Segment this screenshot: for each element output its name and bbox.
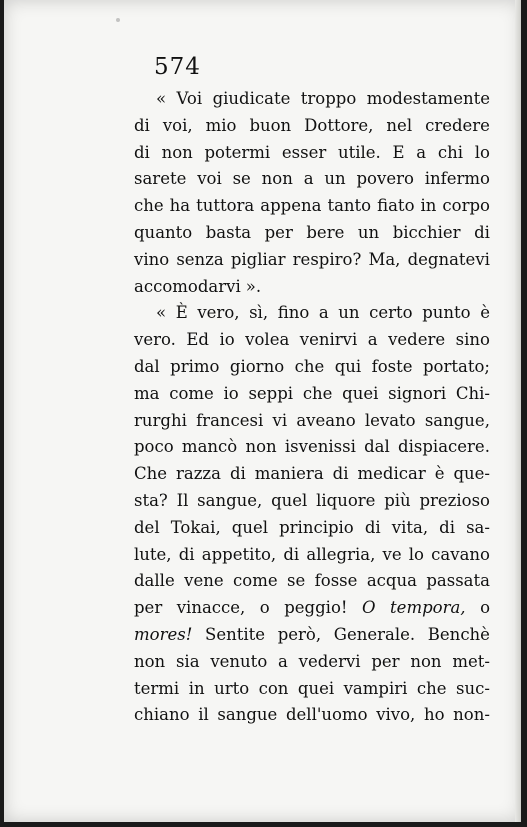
word: mancò: [181, 437, 238, 457]
word: per: [134, 598, 163, 618]
word: levato: [364, 410, 416, 430]
word: venuto: [210, 651, 268, 671]
word: come: [233, 571, 278, 591]
page-edge: [515, 0, 521, 822]
word: tanto: [327, 196, 372, 216]
word: un: [357, 222, 380, 242]
text-line: [134, 300, 490, 327]
word: sa-: [466, 517, 490, 537]
word: utile.: [337, 142, 381, 162]
word: allegria,: [306, 544, 376, 564]
text-line: [134, 676, 490, 703]
word: tuttora: [196, 196, 255, 216]
word: o: [259, 598, 270, 618]
word: ha: [169, 196, 191, 216]
word: io: [223, 383, 239, 403]
word: non: [261, 169, 293, 189]
word: vinacce,: [176, 598, 246, 618]
word: credere: [425, 115, 490, 135]
word: quel: [271, 490, 308, 510]
text-line: [134, 434, 490, 461]
word: giorno: [229, 356, 285, 376]
word: non-: [453, 705, 490, 725]
word: potermi: [204, 142, 271, 162]
word: a: [303, 169, 314, 189]
text-line: [134, 113, 490, 140]
word: sangue: [217, 705, 278, 725]
text-line: [134, 649, 490, 676]
word: nel: [386, 115, 413, 135]
word: come: [169, 383, 214, 403]
text-line: [134, 220, 490, 247]
word: con: [258, 678, 289, 698]
word: Sentite: [205, 624, 266, 644]
word: razza: [176, 464, 221, 484]
word: voi: [197, 169, 222, 189]
text-line: [134, 515, 490, 542]
word: peggio!: [284, 598, 348, 618]
word: più: [384, 490, 411, 510]
word: respiro?: [292, 249, 362, 269]
word: però,: [277, 624, 322, 644]
text-line: [134, 193, 490, 220]
word: per: [371, 651, 400, 671]
word: troppo: [300, 89, 357, 108]
word: francesi: [196, 410, 264, 430]
word: io: [219, 330, 235, 350]
word: Generale.: [333, 624, 416, 644]
word: per: [264, 222, 293, 242]
word: tempora,: [390, 598, 466, 618]
word: infermo: [424, 169, 490, 189]
word: vedervi: [298, 651, 361, 671]
word: vedere: [388, 330, 446, 350]
word: a: [367, 330, 378, 350]
word: sangue,: [424, 410, 490, 430]
word: sia: [175, 651, 200, 671]
word: di: [364, 517, 381, 537]
word: o: [480, 598, 490, 618]
word: buon: [249, 115, 292, 135]
word: quanto: [134, 222, 193, 242]
word: Ed: [186, 330, 209, 350]
word: met-: [452, 651, 490, 671]
word: a: [278, 651, 288, 671]
word: sangue,: [197, 490, 263, 510]
word: portato;: [422, 356, 490, 376]
word: sta?: [134, 490, 168, 510]
word: pigliar: [230, 249, 286, 269]
word: è: [480, 303, 490, 323]
word: non: [161, 142, 193, 162]
word: ma: [134, 383, 160, 403]
word: dalle: [134, 571, 175, 591]
word: fosse: [314, 571, 358, 591]
word: Dottore,: [304, 115, 374, 135]
word: non: [245, 437, 277, 457]
word: prezioso: [419, 490, 490, 510]
word: sino: [455, 330, 490, 350]
word: fiato: [377, 196, 415, 216]
text-line: [134, 354, 490, 381]
word: il: [198, 705, 209, 725]
body-text: [134, 86, 490, 729]
word: modestamente: [366, 89, 490, 108]
word: esser: [281, 142, 327, 162]
text-line: [134, 622, 490, 649]
word: accomodarvi: [134, 276, 241, 296]
text-line: [134, 166, 490, 193]
word: ve: [382, 544, 402, 564]
word: Che: [134, 464, 168, 484]
word: in: [420, 196, 437, 216]
word: punto: [422, 303, 471, 323]
word: Voi: [176, 89, 203, 108]
word: non: [134, 651, 166, 671]
text-line: [134, 327, 490, 354]
word: bere: [306, 222, 345, 242]
word: se: [287, 571, 306, 591]
word: foste: [371, 356, 413, 376]
word: vita,: [391, 517, 429, 537]
word: termi: [134, 678, 180, 698]
word: isvenissi: [284, 437, 356, 457]
word: un: [338, 303, 360, 323]
word: ho: [423, 705, 445, 725]
word: aveano: [296, 410, 356, 430]
word: a: [318, 303, 329, 323]
word: chiano: [134, 705, 190, 725]
word: volea: [245, 330, 290, 350]
word: di: [134, 142, 150, 162]
text-line: [134, 86, 490, 113]
word: di: [474, 222, 490, 242]
page-number: 574: [154, 54, 201, 80]
word: degnatevi: [407, 249, 490, 269]
text-line: [134, 595, 490, 622]
text-line: [134, 702, 490, 729]
word: lute,: [134, 544, 172, 564]
word: quei: [297, 678, 335, 698]
word: lo: [474, 142, 490, 162]
text-line: [134, 488, 490, 515]
text-line: [134, 140, 490, 167]
word: medicar: [357, 464, 426, 484]
word: vero,: [197, 303, 240, 323]
word: se: [232, 169, 251, 189]
word: vi: [272, 410, 288, 430]
word: vene: [184, 571, 224, 591]
word: acqua: [366, 571, 417, 591]
word: basta: [205, 222, 252, 242]
word: che: [294, 356, 325, 376]
word: primo: [170, 356, 220, 376]
word: quei: [342, 383, 379, 403]
word: dell'uomo: [285, 705, 368, 725]
word: povero: [356, 169, 414, 189]
word: È: [175, 303, 188, 323]
word: dal: [134, 356, 160, 376]
word: che: [302, 383, 333, 403]
word: «: [156, 303, 167, 323]
word: Ma,: [368, 249, 401, 269]
word: Il: [176, 490, 189, 510]
word: del: [134, 517, 160, 537]
word: vero.: [134, 330, 176, 350]
word: que-: [453, 464, 490, 484]
word: bicchier: [392, 222, 461, 242]
word: quel: [231, 517, 269, 537]
word: in: [188, 678, 205, 698]
word: corpo: [442, 196, 490, 216]
word: urto: [214, 678, 250, 698]
word: E: [392, 142, 405, 162]
word: venirvi: [299, 330, 358, 350]
word: maniera: [254, 464, 324, 484]
text-line: [134, 542, 490, 569]
text-line: [134, 461, 490, 488]
word: appena: [260, 196, 322, 216]
word: poco: [134, 437, 174, 457]
word: di: [439, 517, 455, 537]
word: vivo,: [376, 705, 416, 725]
word: di: [178, 544, 195, 564]
word: cavano: [431, 544, 490, 564]
word: signori: [388, 383, 447, 403]
word: a: [416, 142, 427, 162]
word: lo: [408, 544, 424, 564]
word: Tokai,: [170, 517, 221, 537]
word: rurghi: [134, 410, 187, 430]
word: mores!: [134, 624, 193, 644]
word: liquore: [316, 490, 376, 510]
ink-speck: [116, 18, 120, 22]
word: sì,: [249, 303, 269, 323]
word: chi: [437, 142, 463, 162]
word: dal: [364, 437, 390, 457]
text-line: [134, 381, 490, 408]
word: voi,: [162, 115, 193, 135]
word: sarete: [134, 169, 187, 189]
word: vampiri: [343, 678, 408, 698]
word: Chi-: [455, 383, 490, 403]
word: «: [156, 89, 167, 108]
word: giudicate: [212, 89, 291, 108]
word: dispiacere.: [398, 437, 490, 457]
word: non: [410, 651, 442, 671]
word: senza: [176, 249, 224, 269]
word: è: [434, 464, 445, 484]
word: ».: [245, 276, 262, 296]
text-line: [134, 568, 490, 595]
word: seppi: [248, 383, 294, 403]
word: principio: [279, 517, 354, 537]
word: di: [332, 464, 349, 484]
word: che: [416, 678, 447, 698]
word: certo: [369, 303, 413, 323]
word: un: [324, 169, 346, 189]
text-line: [134, 408, 490, 435]
word: vino: [134, 249, 170, 269]
word: appetito,: [201, 544, 277, 564]
word: qui: [334, 356, 362, 376]
text-line: [134, 247, 490, 274]
text-line: [134, 274, 490, 301]
word: mio: [205, 115, 237, 135]
word: suc-: [456, 678, 490, 698]
word: di: [229, 464, 246, 484]
word: fino: [277, 303, 310, 323]
word: di: [283, 544, 300, 564]
word: Benchè: [427, 624, 490, 644]
word: di: [134, 115, 150, 135]
word: O: [362, 598, 376, 618]
book-page: [4, 0, 521, 822]
word: che: [134, 196, 164, 216]
word: passata: [426, 571, 490, 591]
